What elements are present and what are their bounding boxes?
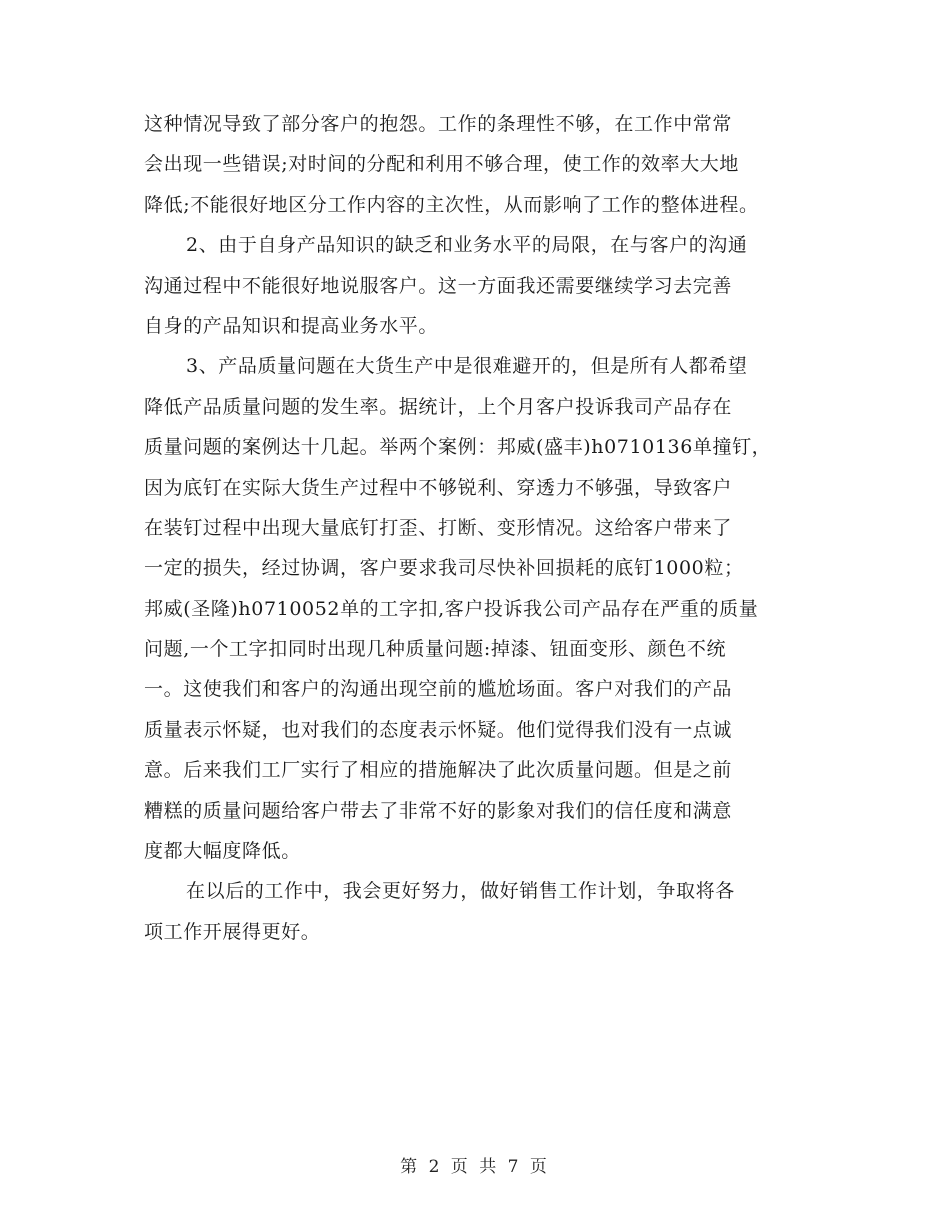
text-line: 问题,一个工字扣同时出现几种质量问题:掉漆、钮面变形、颜色不统: [144, 638, 727, 661]
text-line: 这种情况导致了部分客户的抱怨。工作的条理性不够，在工作中常常: [144, 113, 733, 135]
document-body: [144, 104, 824, 952]
text-line: 自身的产品知识和提高业务水平。: [144, 314, 439, 337]
text-line: 降低;不能很好地区分工作内容的主次性，从而影响了工作的整体进程。: [144, 193, 759, 216]
text-line: 在以后的工作中，我会更好努力，做好销售工作计划，争取将各: [186, 880, 735, 903]
text-line: 一。这使我们和客户的沟通出现空前的尴尬场面。客户对我们的产品: [144, 678, 733, 701]
text-line: 意。后来我们工厂实行了相应的措施解决了此次质量问题。但是之前: [144, 759, 733, 782]
text-line: 邦威(圣隆)h0710052单的工字扣,客户投诉我公司产品存在严重的质量: [144, 597, 759, 620]
text-line: 沟通过程中不能很好地说服客户。这一方面我还需要继续学习去完善: [144, 274, 733, 297]
text-line: 一定的损失，经过协调，客户要求我司尽快补回损耗的底钉1000粒；: [144, 557, 744, 580]
text-line: 度都大幅度降低。: [144, 840, 301, 863]
text-line: 2、由于自身产品知识的缺乏和业务水平的局限，在与客户的沟通: [186, 234, 748, 257]
text-line: 3、产品质量问题在大货生产中是很难避开的，但是所有人都希望: [186, 355, 748, 378]
page-number-footer: 第 2 页 共 7 页: [400, 1157, 550, 1177]
text-line: 在装钉过程中出现大量底钉打歪、打断、变形情况。这给客户带来了: [144, 516, 733, 539]
text-line: 项工作开展得更好。: [144, 920, 321, 943]
text-line: 质量表示怀疑，也对我们的态度表示怀疑。他们觉得我们没有一点诚: [144, 718, 733, 741]
text-line: 降低产品质量问题的发生率。据统计，上个月客户投诉我司产品存在: [144, 395, 733, 418]
text-line: 质量问题的案例达十几起。举两个案例：邦威(盛丰)h0710136单撞钉，: [144, 436, 772, 459]
text-line: 糟糕的质量问题给客户带去了非常不好的影象对我们的信任度和满意: [144, 799, 733, 822]
text-line: 会出现一些错误;对时间的分配和利用不够合理，使工作的效率大大地: [144, 153, 740, 176]
text-line: 因为底钉在实际大货生产过程中不够锐利、穿透力不够强，导致客户: [144, 476, 733, 499]
